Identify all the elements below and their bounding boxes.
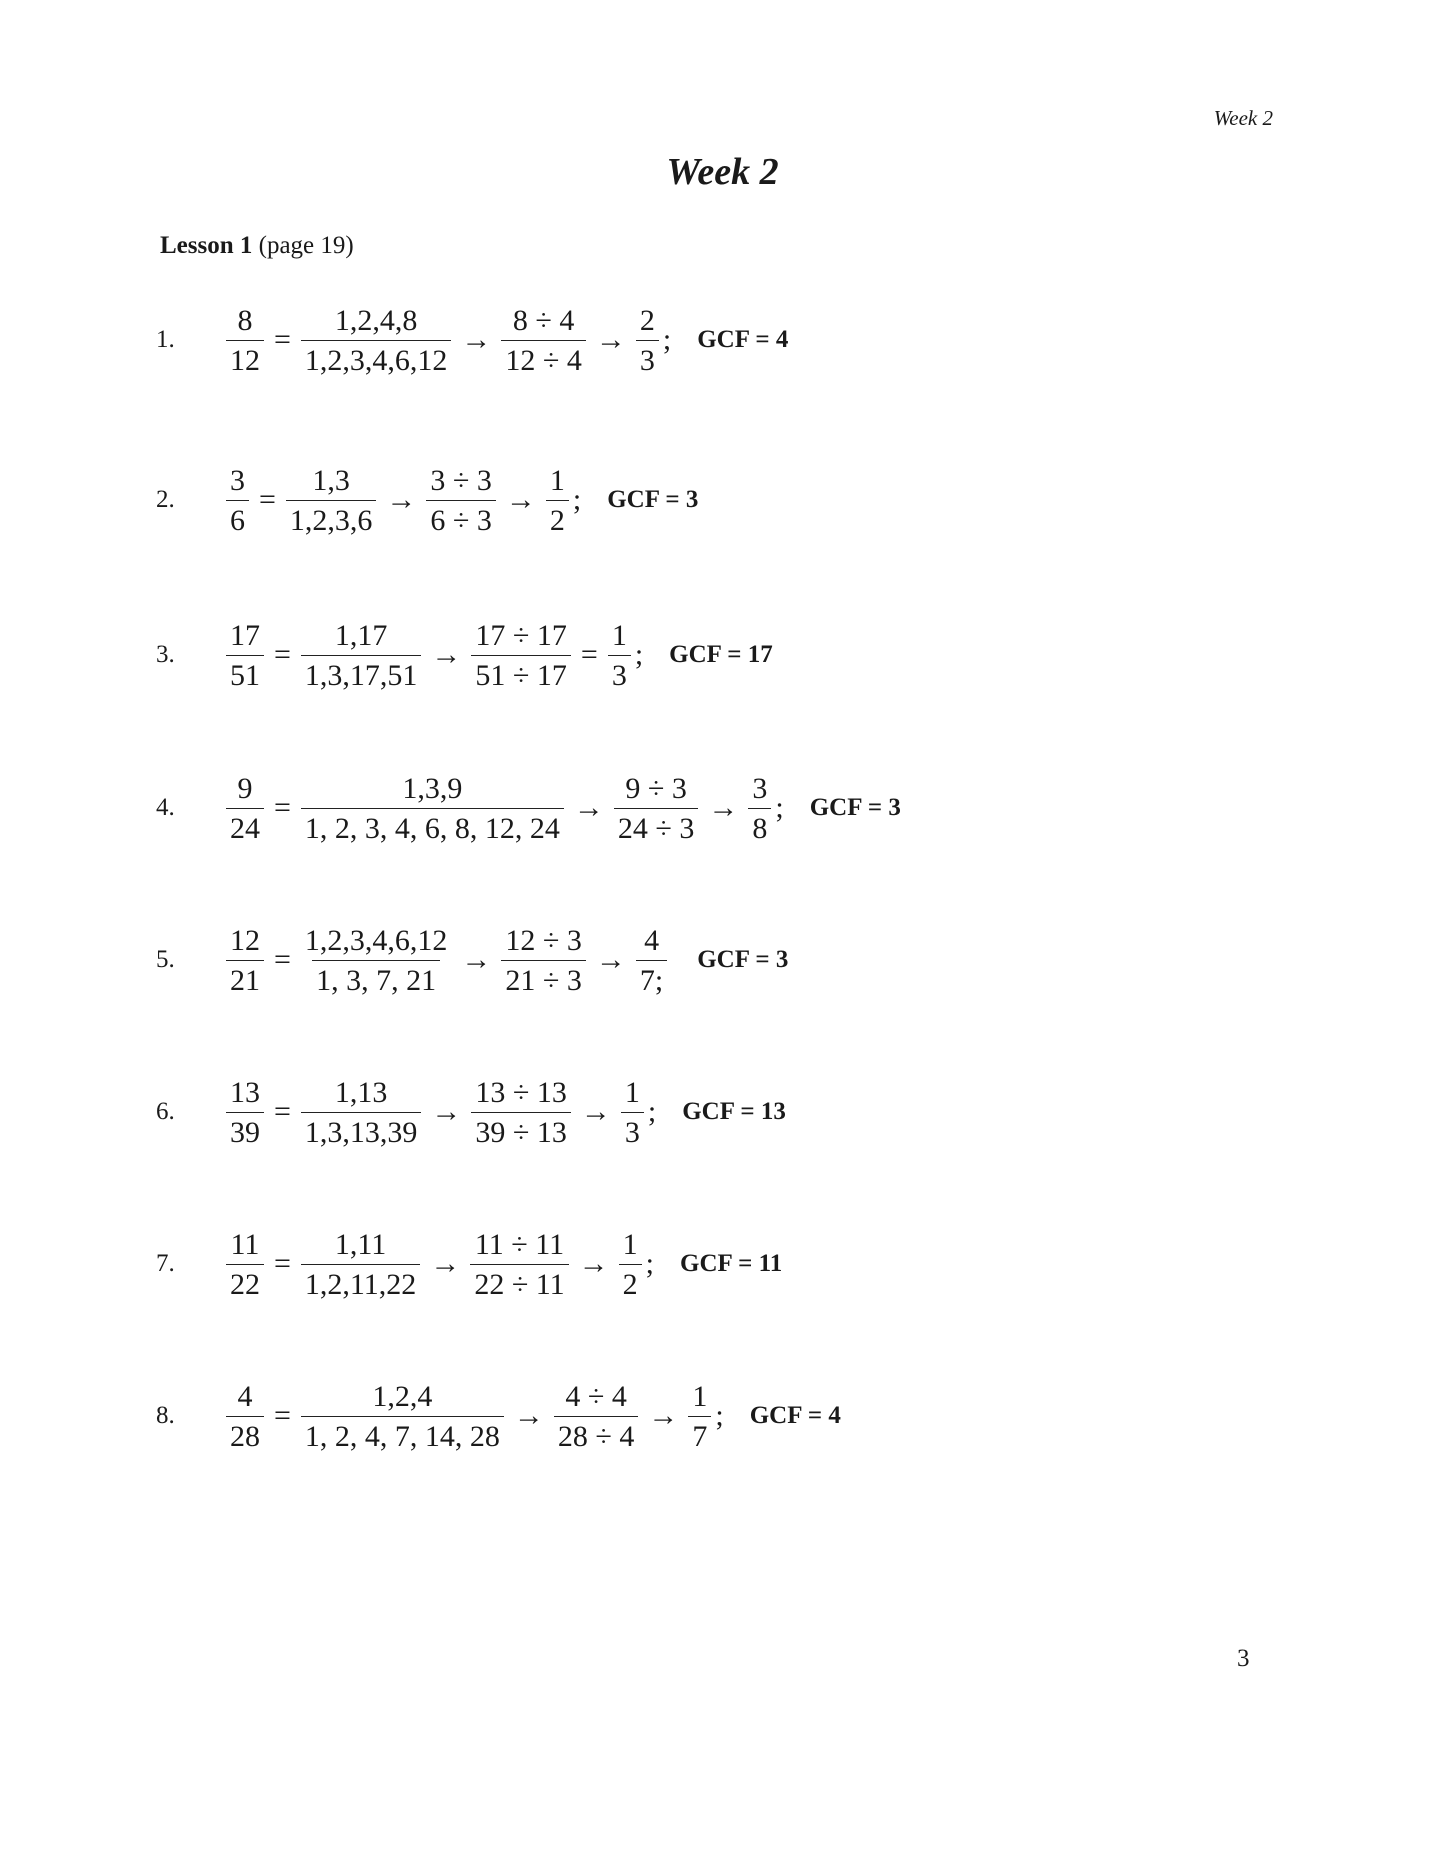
division-step (466, 1228, 572, 1301)
original-fraction (222, 1380, 268, 1453)
simplified-fraction-denominator: 8 (748, 808, 771, 845)
page-number: 3 (1237, 1645, 1250, 1672)
factor-lists (297, 1228, 424, 1301)
arrow-icon: → (431, 638, 462, 671)
problem-number: 7. (156, 1250, 175, 1277)
problem-number: 3. (156, 641, 175, 668)
gcf-result: GCF = 3 (697, 946, 789, 973)
division-step (497, 924, 589, 997)
simplified-fraction-numerator: 1 (549, 463, 565, 497)
gcf-result: GCF = 11 (680, 1250, 783, 1277)
factor-lists-denominator: 1, 3, 7, 21 (312, 960, 440, 997)
gcf-result: GCF = 3 (809, 794, 901, 821)
factor-lists-numerator: 1,2,4,8 (334, 303, 418, 337)
simplified-fraction-numerator: 1 (692, 1379, 708, 1413)
original-fraction-numerator: 11 (230, 1227, 260, 1261)
separator: ; (775, 791, 784, 824)
simplified-fraction-numerator: 1 (624, 1075, 640, 1109)
division-step (497, 304, 589, 377)
original-fraction-denominator: 51 (226, 655, 264, 692)
simplified-fraction (684, 1380, 715, 1453)
problem-row (156, 1356, 841, 1476)
simplified-fraction-numerator: 3 (752, 771, 768, 805)
simplified-fraction-denominator: 2 (619, 1264, 642, 1301)
problem-row (156, 748, 901, 868)
gcf-result: GCF = 13 (682, 1098, 786, 1125)
factor-lists-numerator: 1,2,4 (372, 1379, 433, 1413)
operator-sign: → (595, 323, 626, 356)
equals-sign: = (274, 638, 291, 671)
simplified-fraction-denominator: 7 (688, 1416, 711, 1453)
simplified-fraction-numerator: 1 (622, 1227, 638, 1261)
operator-sign: = (580, 638, 598, 671)
equals-sign: = (274, 1247, 291, 1280)
division-step (610, 772, 702, 845)
original-fraction-denominator: 6 (226, 500, 249, 537)
separator: ; (715, 1399, 724, 1432)
arrow-icon: → (431, 1095, 462, 1128)
division-step-numerator: 3 ÷ 3 (430, 463, 492, 497)
factor-lists-denominator: 1, 2, 3, 4, 6, 8, 12, 24 (301, 808, 564, 845)
arrow-icon: → (513, 1399, 544, 1432)
division-step-denominator: 21 ÷ 3 (501, 960, 585, 997)
lesson-heading (160, 232, 354, 260)
equals-sign: = (274, 1095, 291, 1128)
original-fraction-numerator: 12 (230, 923, 260, 957)
separator: ; (662, 323, 672, 356)
lesson-page-ref: (page 19) (252, 232, 354, 259)
original-fraction-denominator: 24 (226, 808, 264, 845)
operator-sign: → (578, 1247, 609, 1280)
arrow-icon: → (573, 791, 604, 824)
original-fraction-numerator: 17 (230, 618, 260, 652)
original-fraction (222, 464, 253, 537)
factor-lists (297, 619, 426, 692)
separator: ; (634, 638, 644, 671)
simplified-fraction (542, 464, 573, 537)
factor-lists-denominator: 1,2,3,4,6,12 (301, 340, 452, 377)
factor-lists-denominator: 1,3,13,39 (301, 1112, 422, 1149)
factor-lists (297, 304, 456, 377)
operator-sign: → (595, 943, 626, 976)
separator: ; (572, 483, 582, 516)
division-step-numerator: 13 ÷ 13 (475, 1075, 567, 1109)
problem-number: 4. (156, 794, 175, 821)
factor-lists-numerator: 1,2,3,4,6,12 (304, 923, 448, 957)
factor-lists-numerator: 1,11 (334, 1227, 387, 1261)
factor-lists-denominator: 1, 2, 4, 7, 14, 28 (301, 1416, 504, 1453)
original-fraction-numerator: 3 (230, 463, 245, 497)
division-step-denominator: 28 ÷ 4 (554, 1416, 638, 1453)
equals-sign: = (259, 483, 276, 516)
original-fraction-numerator: 13 (230, 1075, 260, 1109)
arrow-icon: → (461, 943, 492, 976)
original-fraction-denominator: 39 (226, 1112, 264, 1149)
problem-number: 8. (156, 1402, 175, 1429)
division-step-numerator: 17 ÷ 17 (475, 618, 567, 652)
simplified-fraction (617, 1076, 648, 1149)
arrow-icon: → (461, 323, 492, 356)
gcf-result: GCF = 4 (749, 1402, 841, 1429)
simplified-fraction (604, 619, 635, 692)
separator: ; (645, 1247, 655, 1280)
division-step (467, 619, 574, 692)
original-fraction (222, 1076, 268, 1149)
factor-lists-denominator: 1,3,17,51 (301, 655, 422, 692)
problem-row (156, 900, 788, 1020)
page-title-text: Week 2 (666, 151, 779, 193)
simplified-fraction (744, 772, 775, 845)
division-step-numerator: 12 ÷ 3 (505, 923, 582, 957)
equals-sign: = (274, 323, 291, 356)
factor-lists-numerator: 1,13 (334, 1075, 388, 1109)
original-fraction-numerator: 4 (237, 1379, 253, 1413)
division-step-denominator: 6 ÷ 3 (426, 500, 495, 537)
original-fraction (222, 772, 268, 845)
simplified-fraction (615, 1228, 646, 1301)
division-step-numerator: 11 ÷ 11 (474, 1227, 565, 1261)
factor-lists (297, 772, 568, 845)
simplified-fraction-denominator: 3 (636, 340, 659, 377)
operator-sign: → (580, 1095, 611, 1128)
problem-row (156, 1052, 786, 1172)
simplified-fraction-numerator: 2 (639, 303, 655, 337)
separator: ; (647, 1095, 657, 1128)
division-step-denominator: 51 ÷ 17 (471, 655, 570, 692)
equals-sign: = (274, 791, 291, 824)
factor-lists-numerator: 1,3,9 (402, 771, 463, 805)
division-step-numerator: 9 ÷ 3 (625, 771, 687, 805)
factor-lists (297, 1380, 508, 1453)
problem-number: 6. (156, 1098, 175, 1125)
original-fraction (222, 1228, 268, 1301)
division-step-denominator: 24 ÷ 3 (614, 808, 698, 845)
equals-sign: = (274, 943, 291, 976)
problem-number: 2. (156, 486, 175, 513)
factor-lists (297, 924, 456, 997)
original-fraction-numerator: 8 (237, 303, 253, 337)
original-fraction-denominator: 12 (226, 340, 264, 377)
factor-lists-denominator: 1,2,11,22 (301, 1264, 420, 1301)
arrow-icon: → (386, 483, 417, 516)
division-step (467, 1076, 574, 1149)
factor-lists-numerator: 1,17 (334, 618, 388, 652)
simplified-fraction-denominator: 3 (608, 655, 631, 692)
simplified-fraction-denominator: 2 (546, 500, 569, 537)
arrow-icon: → (430, 1247, 461, 1280)
gcf-result: GCF = 17 (669, 641, 773, 668)
original-fraction-denominator: 21 (226, 960, 264, 997)
division-step (422, 464, 499, 537)
division-step-numerator: 4 ÷ 4 (565, 1379, 627, 1413)
problem-row (156, 440, 698, 560)
equals-sign: = (274, 1399, 291, 1432)
page-title (0, 150, 1445, 194)
operator-sign: → (648, 1399, 679, 1432)
factor-lists-denominator: 1,2,3,6 (286, 500, 377, 537)
division-step-numerator: 8 ÷ 4 (512, 303, 575, 337)
simplified-fraction-denominator: 3 (621, 1112, 644, 1149)
problem-row (156, 280, 788, 400)
factor-lists (297, 1076, 426, 1149)
operator-sign: → (505, 483, 536, 516)
problem-row (156, 1204, 782, 1324)
problem-number: 1. (156, 326, 175, 353)
lesson-label: Lesson 1 (160, 232, 253, 259)
operator-sign: → (708, 791, 739, 824)
problem-number: 5. (156, 946, 175, 973)
problem-row (156, 595, 773, 715)
original-fraction (222, 924, 268, 997)
factor-lists-numerator: 1,3 (312, 463, 350, 497)
gcf-result: GCF = 4 (697, 326, 789, 353)
simplified-fraction (632, 924, 671, 997)
division-step-denominator: 22 ÷ 11 (470, 1264, 568, 1301)
original-fraction (222, 619, 268, 692)
simplified-fraction-numerator: 4 (644, 923, 660, 957)
simplified-fraction (632, 304, 663, 377)
simplified-fraction-denominator: 7; (636, 960, 667, 997)
original-fraction (222, 304, 268, 377)
division-step (550, 1380, 642, 1453)
gcf-result: GCF = 3 (607, 486, 699, 513)
division-step-denominator: 12 ÷ 4 (501, 340, 585, 377)
original-fraction-numerator: 9 (237, 771, 253, 805)
simplified-fraction-numerator: 1 (611, 618, 627, 652)
factor-lists (282, 464, 381, 537)
original-fraction-denominator: 22 (226, 1264, 264, 1301)
division-step-denominator: 39 ÷ 13 (471, 1112, 570, 1149)
original-fraction-denominator: 28 (226, 1416, 264, 1453)
running-head: Week 2 (1213, 106, 1273, 130)
